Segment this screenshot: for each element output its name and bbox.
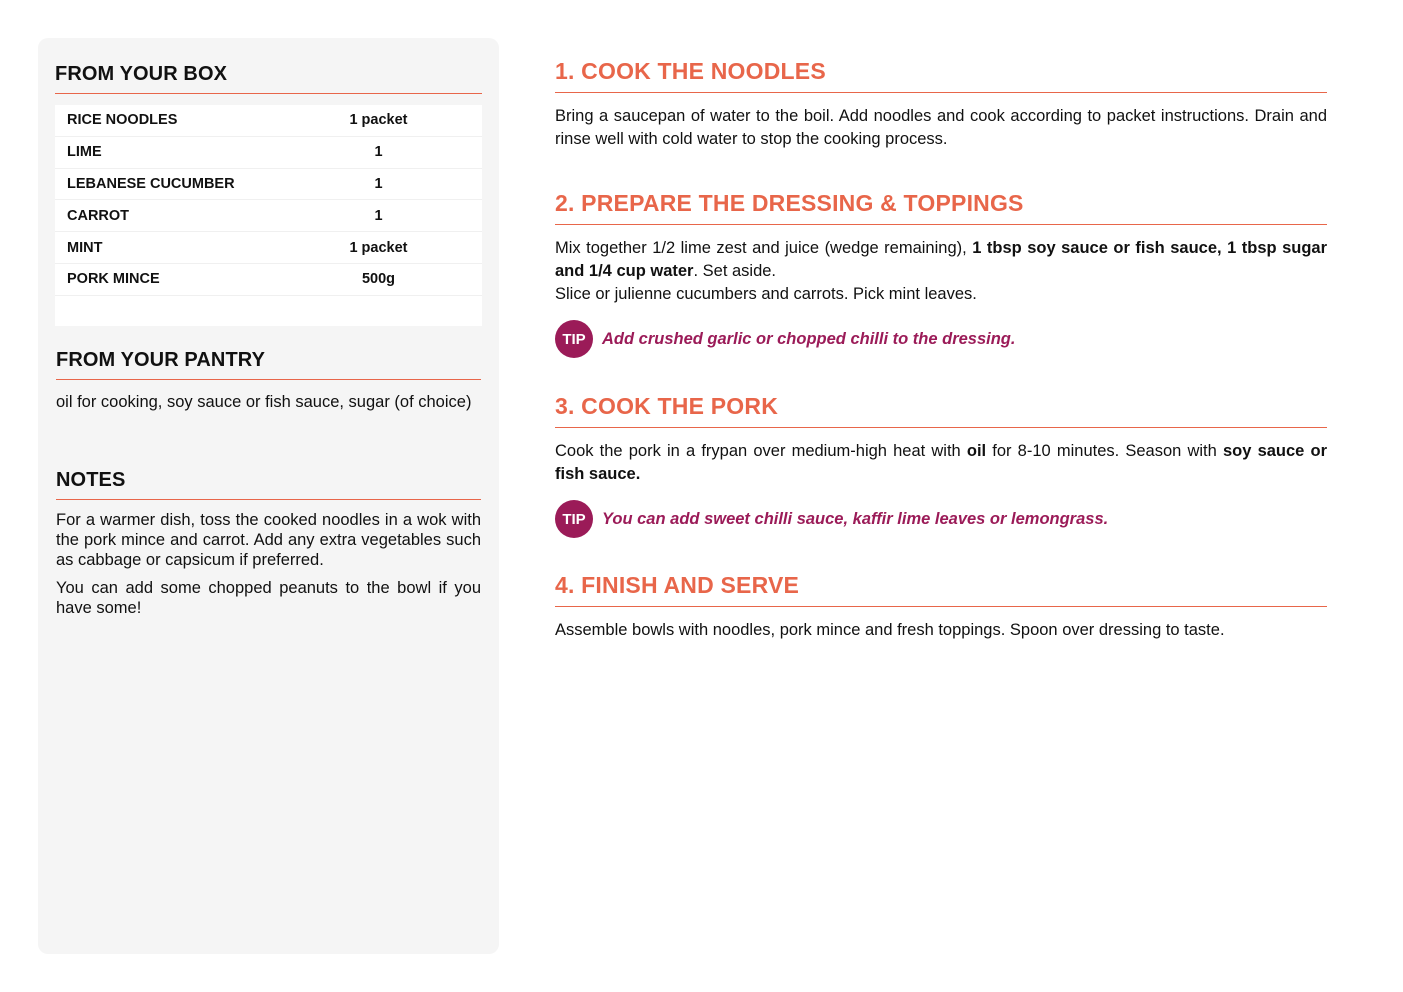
table-row — [55, 264, 482, 296]
step-text-bold: soy sauce or fish sauce. — [555, 442, 1328, 483]
tip — [555, 320, 1327, 358]
ingredient-name: PORK MINCE — [67, 271, 160, 288]
ingredient-qty: 1 packet — [349, 239, 408, 256]
ingredients-table — [55, 105, 482, 326]
step-text-bold: 1 tbsp soy sauce or fish sauce, 1 tbsp sugar and 1/4 cup water — [555, 239, 1327, 280]
step-text: Slice or julienne cucumbers and carrots. Pick mint leaves. — [555, 285, 977, 303]
note-paragraph: For a warmer dish, toss the cooked noodles in a wok with the pork mince and carrot. Add any extra vegetables such as cabbage or capsicum if preferred. — [56, 511, 481, 569]
ingredient-name: MINT — [67, 239, 103, 256]
from-your-pantry-heading: FROM YOUR PANTRY — [56, 349, 481, 380]
step-text: Cook the pork in a frypan over medium-high heat with — [555, 442, 967, 460]
tip — [555, 500, 1327, 538]
step-text-bold: oil — [966, 442, 987, 460]
tip-badge: TIP — [555, 320, 593, 358]
table-row — [55, 232, 482, 264]
pantry-text: oil for cooking, soy sauce or fish sauce, sugar (of choice) — [56, 393, 472, 411]
step-text: Mix together 1/2 lime zest and juice (wedge remaining), — [555, 239, 973, 257]
tip-text: Add crushed garlic or chopped chilli to the dressing. — [602, 329, 1016, 348]
step-4 — [555, 572, 1327, 642]
step-body: Assemble bowls with noodles, pork mince and fresh toppings. Spoon over dressing to taste. — [555, 621, 1225, 639]
table-row — [55, 169, 482, 201]
table-row — [55, 105, 482, 137]
step-text: for 8-10 minutes. Season with — [986, 442, 1223, 460]
step-body: Bring a saucepan of water to the boil. Add noodles and cook according to packet instructions. Drain and rinse well with cold water to stop the cooking process. — [555, 107, 1327, 148]
ingredient-name: RICE NOODLES — [67, 112, 178, 129]
step-body — [555, 237, 1327, 306]
ingredient-qty: 1 — [374, 207, 383, 224]
notes-heading: NOTES — [56, 469, 481, 500]
note-paragraph: You can add some chopped peanuts to the bowl if you have some! — [56, 579, 481, 617]
ingredient-qty: 500g — [361, 271, 396, 288]
notes-text — [56, 510, 481, 626]
step-body — [555, 440, 1327, 486]
step-title: 2. PREPARE THE DRESSING & TOPPINGS — [555, 190, 1327, 225]
ingredient-qty: 1 — [374, 144, 383, 161]
tip-badge: TIP — [555, 500, 593, 538]
from-your-box-heading: FROM YOUR BOX — [55, 63, 482, 94]
tip-text: You can add sweet chilli sauce, kaffir lime leaves or lemongrass. — [602, 509, 1109, 528]
step-text: . Set aside. — [693, 262, 777, 280]
ingredient-name: LEBANESE CUCUMBER — [67, 175, 235, 192]
step-title: 1. COOK THE NOODLES — [555, 58, 1327, 93]
step-1 — [555, 58, 1327, 151]
ingredient-name: LIME — [67, 144, 102, 161]
ingredient-qty: 1 — [374, 175, 383, 192]
step-title: 4. FINISH AND SERVE — [555, 572, 1327, 607]
step-title: 3. COOK THE PORK — [555, 393, 1327, 428]
ingredients-panel — [38, 38, 499, 954]
ingredient-name: CARROT — [67, 207, 130, 224]
step-2 — [555, 190, 1327, 358]
table-row — [55, 137, 482, 169]
table-row — [55, 200, 482, 232]
ingredient-qty: 1 packet — [349, 112, 408, 129]
step-3 — [555, 393, 1327, 538]
